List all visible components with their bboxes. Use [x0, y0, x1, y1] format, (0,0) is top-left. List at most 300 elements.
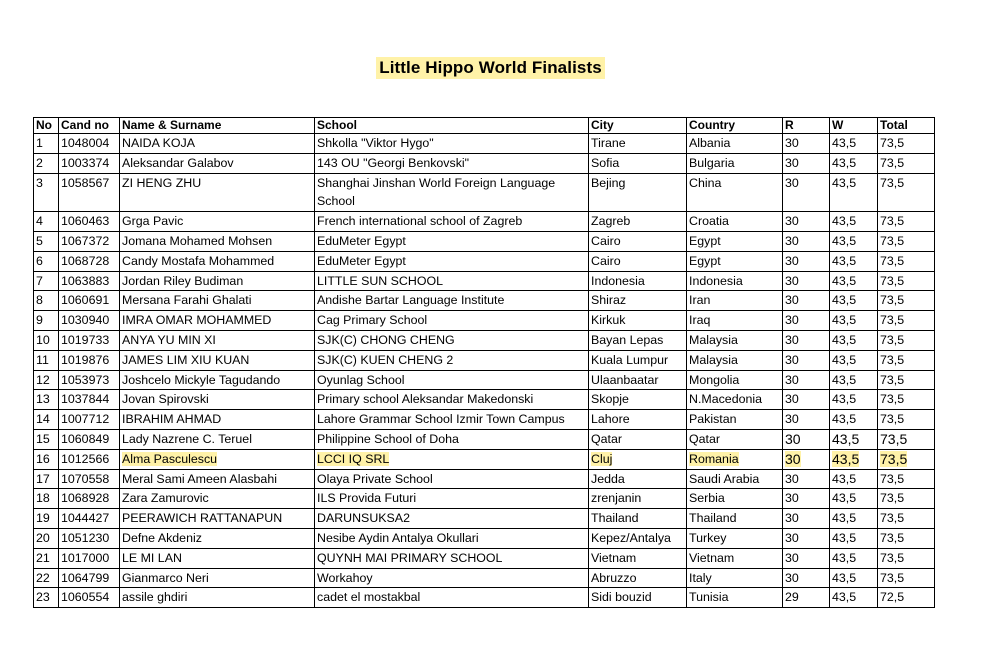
cell-school-text: EduMeter Egypt	[317, 253, 406, 268]
header-cand-no: Cand no	[59, 118, 120, 134]
cell-no-text: 7	[36, 273, 43, 288]
cell-r-text: 30	[785, 450, 801, 467]
cell-no-text: 4	[36, 214, 43, 229]
cell-no-text: 20	[36, 530, 50, 545]
header-r: R	[783, 118, 830, 134]
cell-w	[830, 429, 878, 449]
cell-r-text: 30	[785, 352, 799, 367]
cell-school-text: cadet el mostakbal	[317, 590, 421, 605]
cell-cand-no-text: 1058567	[61, 175, 110, 190]
cell-country	[687, 548, 783, 568]
cell-country-text: Albania	[689, 136, 731, 150]
cell-no-text: 5	[36, 233, 43, 248]
cell-cand-no-text: 1030940	[61, 313, 110, 328]
cell-city-text: Skopje	[591, 392, 629, 407]
cell-country	[687, 588, 783, 608]
cell-city-text: Shiraz	[591, 293, 627, 308]
finalists-table	[33, 117, 935, 608]
header-w: W	[830, 118, 878, 134]
cell-w-text: 43,5	[832, 175, 857, 190]
cell-name	[120, 251, 315, 271]
cell-no	[34, 370, 59, 390]
cell-r-text: 30	[785, 155, 799, 170]
cell-w	[830, 153, 878, 173]
cell-country	[687, 212, 783, 232]
cell-name-text: Gianmarco Neri	[122, 570, 209, 585]
cell-country-text: China	[689, 175, 722, 190]
cell-city	[589, 548, 687, 568]
cell-name-text: IMRA OMAR MOHAMMED	[122, 313, 272, 328]
cell-name-text: LE MI LAN	[122, 550, 182, 565]
cell-r-text: 30	[785, 313, 799, 328]
cell-school	[315, 548, 589, 568]
cell-r-text: 30	[785, 392, 799, 407]
cell-total	[878, 173, 935, 212]
cell-cand-no-text: 1060463	[61, 214, 110, 229]
cell-school-text: Primary school Aleksandar Makedonski	[317, 392, 534, 407]
cell-name-text: Jomana Mohamed Mohsen	[122, 233, 273, 248]
cell-cand-no-text: 1060691	[61, 293, 110, 308]
cell-name	[120, 489, 315, 509]
cell-city	[589, 390, 687, 410]
cell-school	[315, 271, 589, 291]
cell-total-text: 73,5	[880, 175, 905, 190]
cell-city-text: Cairo	[591, 253, 621, 268]
cell-no	[34, 568, 59, 588]
cell-country-text: Thailand	[689, 511, 737, 526]
cell-city-text: Bayan Lepas	[591, 332, 664, 347]
table-row	[34, 370, 935, 390]
header-country: Country	[687, 118, 783, 134]
cell-name-text: Aleksandar Galabov	[122, 155, 234, 170]
cell-total-text: 73,5	[880, 293, 905, 308]
cell-w-text: 43,5	[832, 450, 860, 467]
cell-no	[34, 291, 59, 311]
cell-name-text: ANYA YU MIN XI	[122, 332, 216, 347]
cell-r	[783, 588, 830, 608]
cell-school-text: Lahore Grammar School Izmir Town Campus	[317, 412, 565, 427]
cell-w	[830, 469, 878, 489]
cell-no-text: 8	[36, 293, 43, 308]
cell-no	[34, 410, 59, 430]
cell-total-text: 73,5	[880, 253, 905, 268]
cell-w-text: 43,5	[832, 352, 857, 367]
cell-w	[830, 449, 878, 469]
cell-r	[783, 489, 830, 509]
cell-city	[589, 370, 687, 390]
cell-total	[878, 429, 935, 449]
cell-cand-no	[59, 271, 120, 291]
cell-total	[878, 489, 935, 509]
cell-total	[878, 153, 935, 173]
cell-city	[589, 410, 687, 430]
cell-r	[783, 449, 830, 469]
cell-no	[34, 390, 59, 410]
cell-total	[878, 330, 935, 350]
cell-school-text: DARUNSUKSA2	[317, 511, 410, 526]
cell-country-text: Egypt	[689, 253, 721, 268]
cell-country-text: Turkey	[689, 530, 727, 545]
cell-cand-no-text: 1019876	[61, 352, 110, 367]
cell-school-text: Shkolla "Viktor Hygo"	[317, 136, 434, 150]
cell-cand-no-text: 1053973	[61, 372, 110, 387]
cell-city-text: Kepez/Antalya	[591, 530, 671, 545]
cell-total	[878, 350, 935, 370]
cell-total	[878, 231, 935, 251]
cell-no-text: 9	[36, 313, 43, 328]
cell-total	[878, 548, 935, 568]
cell-cand-no	[59, 568, 120, 588]
cell-total-text: 73,5	[880, 313, 905, 328]
cell-school-text: QUYNH MAI PRIMARY SCHOOL	[317, 550, 503, 565]
cell-cand-no	[59, 231, 120, 251]
cell-cand-no-text: 1017000	[61, 550, 110, 565]
cell-total	[878, 469, 935, 489]
cell-name	[120, 548, 315, 568]
cell-name	[120, 330, 315, 350]
cell-total	[878, 251, 935, 271]
cell-w-text: 43,5	[832, 570, 857, 585]
cell-no-text: 18	[36, 491, 50, 506]
cell-country-text: Mongolia	[689, 372, 740, 387]
cell-city	[589, 429, 687, 449]
cell-name-text: JAMES LIM XIU KUAN	[122, 352, 250, 367]
cell-school	[315, 251, 589, 271]
cell-total-text: 73,5	[880, 273, 905, 288]
cell-school	[315, 489, 589, 509]
cell-school	[315, 291, 589, 311]
cell-r-text: 30	[785, 273, 799, 288]
cell-total-text: 73,5	[880, 332, 905, 347]
cell-total-text: 73,5	[880, 450, 908, 467]
cell-total	[878, 291, 935, 311]
cell-total-text: 73,5	[880, 570, 905, 585]
cell-r	[783, 370, 830, 390]
cell-cand-no-text: 1012566	[61, 451, 110, 466]
cell-country	[687, 291, 783, 311]
cell-r-text: 29	[785, 590, 799, 605]
cell-country	[687, 410, 783, 430]
cell-no	[34, 153, 59, 173]
cell-r	[783, 311, 830, 331]
cell-name	[120, 134, 315, 154]
cell-name-text: assile ghdiri	[122, 590, 188, 605]
cell-r	[783, 153, 830, 173]
cell-school-text: Workahoy	[317, 570, 373, 585]
cell-w	[830, 350, 878, 370]
cell-total-text: 73,5	[880, 530, 905, 545]
cell-r	[783, 134, 830, 154]
cell-country-text: Pakistan	[689, 412, 737, 427]
cell-no-text: 2	[36, 155, 43, 170]
cell-no	[34, 134, 59, 154]
cell-name-text: Meral Sami Ameen Alasbahi	[122, 471, 277, 486]
cell-cand-no-text: 1067372	[61, 233, 110, 248]
cell-school-text: SJK(C) KUEN CHENG 2	[317, 352, 454, 367]
cell-city	[589, 212, 687, 232]
table-row	[34, 449, 935, 469]
cell-no	[34, 509, 59, 529]
cell-total	[878, 212, 935, 232]
cell-country-text: Vietnam	[689, 550, 735, 565]
cell-no-text: 17	[36, 471, 50, 486]
cell-w	[830, 548, 878, 568]
cell-name	[120, 311, 315, 331]
header-no: No	[34, 118, 59, 134]
cell-r-text: 30	[785, 550, 799, 565]
cell-cand-no-text: 1019733	[61, 332, 110, 347]
cell-cand-no-text: 1068728	[61, 253, 110, 268]
cell-r-text: 30	[785, 471, 799, 486]
cell-city	[589, 311, 687, 331]
cell-r-text: 30	[785, 175, 799, 190]
header-name: Name & Surname	[120, 118, 315, 134]
cell-w	[830, 311, 878, 331]
table-row	[34, 568, 935, 588]
cell-school-text: Oyunlag School	[317, 372, 405, 387]
cell-cand-no	[59, 429, 120, 449]
cell-city	[589, 231, 687, 251]
cell-country-text: Qatar	[689, 431, 720, 446]
cell-country-text: N.Macedonia	[689, 392, 763, 407]
title-container	[0, 57, 981, 79]
cell-school	[315, 390, 589, 410]
cell-name-text: Mersana Farahi Ghalati	[122, 293, 252, 308]
cell-w	[830, 588, 878, 608]
cell-w-text: 43,5	[832, 511, 857, 526]
cell-city-text: Lahore	[591, 412, 630, 427]
cell-country-text: Iran	[689, 293, 711, 308]
cell-r-text: 30	[785, 430, 801, 447]
cell-cand-no	[59, 509, 120, 529]
cell-total-text: 73,5	[880, 471, 905, 486]
cell-country-text: Italy	[689, 570, 712, 585]
cell-r-text: 30	[785, 293, 799, 308]
cell-name	[120, 271, 315, 291]
cell-city	[589, 350, 687, 370]
cell-r	[783, 509, 830, 529]
cell-no	[34, 429, 59, 449]
cell-w	[830, 271, 878, 291]
cell-city-text: Sofia	[591, 155, 620, 170]
cell-school	[315, 410, 589, 430]
cell-cand-no-text: 1068928	[61, 491, 110, 506]
cell-name-text: ZI HENG ZHU	[122, 175, 202, 190]
cell-w-text: 43,5	[832, 530, 857, 545]
cell-w	[830, 509, 878, 529]
cell-city	[589, 449, 687, 469]
cell-city-text: Kirkuk	[591, 313, 626, 328]
cell-w-text: 43,5	[832, 430, 860, 447]
cell-school	[315, 370, 589, 390]
cell-city-text: Vietnam	[591, 550, 637, 565]
cell-name	[120, 588, 315, 608]
cell-school	[315, 509, 589, 529]
cell-cand-no	[59, 370, 120, 390]
cell-cand-no	[59, 528, 120, 548]
cell-country-text: Egypt	[689, 233, 721, 248]
cell-total-text: 73,5	[880, 430, 908, 447]
table-row	[34, 469, 935, 489]
cell-school	[315, 311, 589, 331]
table-row	[34, 528, 935, 548]
cell-name-text: Jovan Spirovski	[122, 392, 209, 407]
cell-w-text: 43,5	[832, 214, 857, 229]
cell-no	[34, 251, 59, 271]
table-row	[34, 410, 935, 430]
cell-city-text: Jedda	[591, 471, 625, 486]
cell-school-text: SJK(C) CHONG CHENG	[317, 332, 455, 347]
cell-country	[687, 251, 783, 271]
cell-cand-no-text: 1064799	[61, 570, 110, 585]
cell-country-text: Croatia	[689, 214, 729, 229]
cell-cand-no	[59, 548, 120, 568]
cell-r	[783, 173, 830, 212]
cell-cand-no-text: 1051230	[61, 530, 110, 545]
cell-city	[589, 134, 687, 154]
cell-name-text: Joshcelo Mickyle Tagudando	[122, 372, 281, 387]
cell-school-text: Nesibe Aydin Antalya Okullari	[317, 530, 479, 545]
cell-w	[830, 251, 878, 271]
cell-no-text: 23	[36, 590, 50, 605]
cell-no	[34, 469, 59, 489]
cell-school	[315, 350, 589, 370]
cell-total-text: 73,5	[880, 233, 905, 248]
table-header-row	[34, 118, 935, 134]
cell-country	[687, 390, 783, 410]
cell-total	[878, 370, 935, 390]
cell-name	[120, 449, 315, 469]
cell-total	[878, 410, 935, 430]
cell-name	[120, 568, 315, 588]
cell-w	[830, 370, 878, 390]
cell-country	[687, 350, 783, 370]
cell-w-text: 43,5	[832, 372, 857, 387]
header-city: City	[589, 118, 687, 134]
cell-r	[783, 231, 830, 251]
cell-city-text: zrenjanin	[591, 491, 642, 506]
cell-name	[120, 429, 315, 449]
cell-school-text: LITTLE SUN SCHOOL	[317, 273, 443, 288]
cell-country	[687, 311, 783, 331]
cell-city	[589, 173, 687, 212]
cell-name-text: NAIDA KOJA	[122, 136, 195, 150]
cell-cand-no	[59, 291, 120, 311]
cell-w-text: 43,5	[832, 332, 857, 347]
cell-w-text: 43,5	[832, 155, 857, 170]
cell-cand-no	[59, 330, 120, 350]
cell-cand-no	[59, 449, 120, 469]
table-row	[34, 330, 935, 350]
cell-cand-no-text: 1060849	[61, 431, 110, 446]
cell-school	[315, 134, 589, 154]
cell-r	[783, 548, 830, 568]
cell-city	[589, 489, 687, 509]
cell-country	[687, 231, 783, 251]
cell-country	[687, 429, 783, 449]
cell-cand-no	[59, 311, 120, 331]
cell-name	[120, 350, 315, 370]
cell-no-text: 21	[36, 550, 50, 565]
cell-r-text: 30	[785, 491, 799, 506]
cell-city	[589, 251, 687, 271]
cell-school-text: Shanghai Jinshan World Foreign Language School	[317, 175, 556, 209]
cell-no	[34, 588, 59, 608]
cell-cand-no	[59, 251, 120, 271]
cell-no	[34, 528, 59, 548]
cell-country-text: Saudi Arabia	[689, 471, 760, 486]
cell-no	[34, 449, 59, 469]
cell-school-text: LCCI IQ SRL	[317, 451, 390, 466]
cell-r-text: 30	[785, 253, 799, 268]
table-row	[34, 548, 935, 568]
cell-school	[315, 449, 589, 469]
cell-no	[34, 231, 59, 251]
cell-name	[120, 410, 315, 430]
cell-school	[315, 469, 589, 489]
cell-total	[878, 528, 935, 548]
cell-cand-no	[59, 410, 120, 430]
cell-no	[34, 330, 59, 350]
cell-city-text: Abruzzo	[591, 570, 637, 585]
cell-school-text: Philippine School of Doha	[317, 431, 459, 446]
cell-school	[315, 588, 589, 608]
cell-city-text: Indonesia	[591, 273, 645, 288]
cell-r-text: 30	[785, 570, 799, 585]
cell-w	[830, 489, 878, 509]
table-row	[34, 251, 935, 271]
cell-country-text: Serbia	[689, 491, 725, 506]
cell-school-text: 143 OU "Georgi Benkovski"	[317, 155, 470, 170]
cell-no-text: 11	[36, 352, 49, 367]
cell-total	[878, 509, 935, 529]
cell-w-text: 43,5	[832, 491, 857, 506]
cell-w-text: 43,5	[832, 136, 857, 150]
cell-total-text: 72,5	[880, 590, 905, 605]
cell-w-text: 43,5	[832, 293, 857, 308]
cell-cand-no	[59, 173, 120, 212]
table-row	[34, 291, 935, 311]
cell-no	[34, 350, 59, 370]
cell-no-text: 19	[36, 511, 50, 526]
cell-name	[120, 528, 315, 548]
cell-total	[878, 568, 935, 588]
table-row	[34, 212, 935, 232]
cell-no	[34, 311, 59, 331]
cell-city	[589, 509, 687, 529]
cell-w	[830, 134, 878, 154]
cell-country	[687, 153, 783, 173]
cell-cand-no	[59, 588, 120, 608]
cell-no-text: 3	[36, 175, 43, 190]
cell-no-text: 16	[36, 451, 50, 466]
cell-country	[687, 568, 783, 588]
cell-total-text: 73,5	[880, 214, 905, 229]
cell-city	[589, 469, 687, 489]
cell-city	[589, 153, 687, 173]
cell-city-text: Zagreb	[591, 214, 631, 229]
cell-country-text: Romania	[689, 451, 739, 466]
cell-cand-no-text: 1060554	[61, 590, 110, 605]
cell-school-text: Andishe Bartar Language Institute	[317, 293, 505, 308]
cell-w	[830, 291, 878, 311]
table-row	[34, 311, 935, 331]
cell-country	[687, 528, 783, 548]
cell-country	[687, 370, 783, 390]
cell-r	[783, 271, 830, 291]
cell-country	[687, 134, 783, 154]
cell-r	[783, 528, 830, 548]
